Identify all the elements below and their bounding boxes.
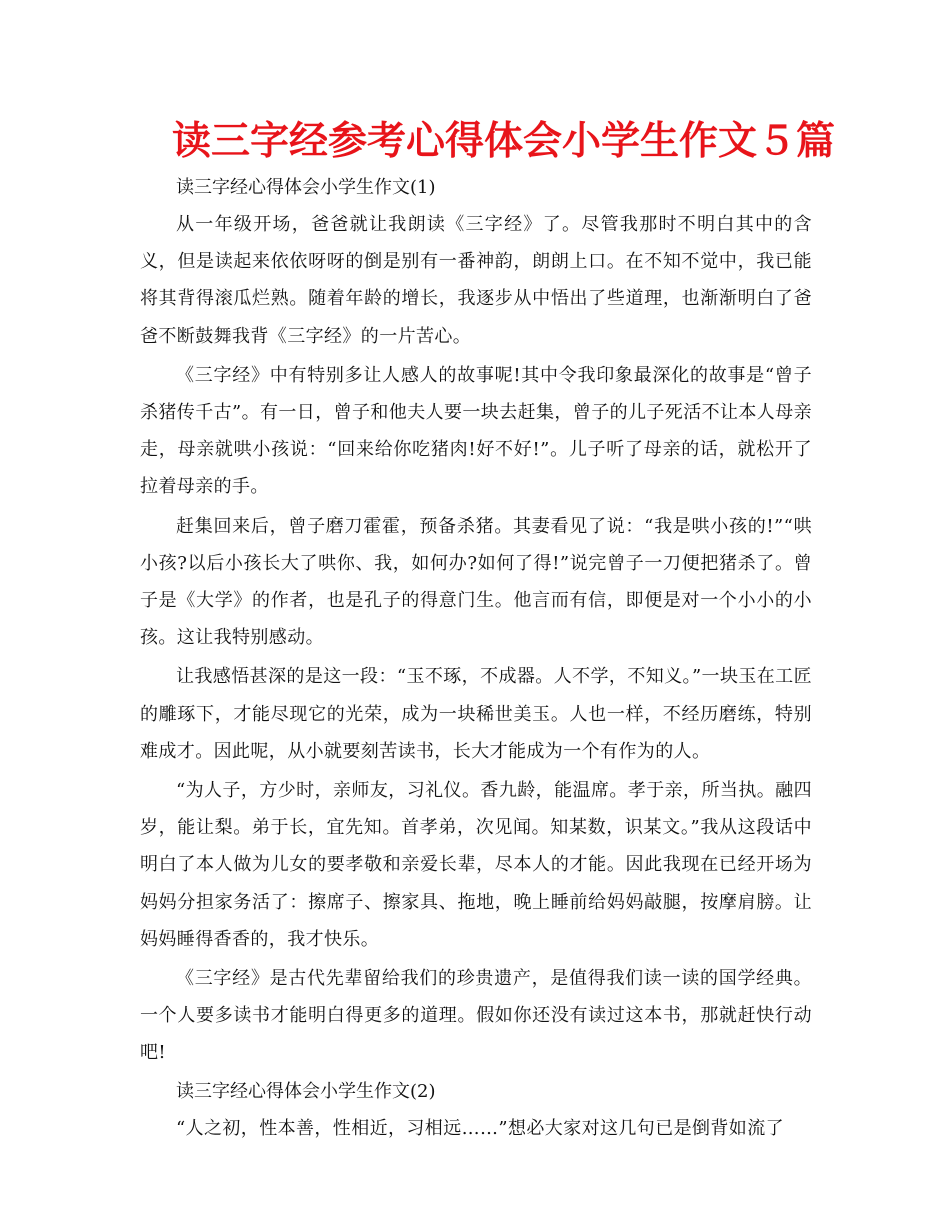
section-heading-1: 读三字经心得体会小学生作文(1) [176,177,436,198]
paragraph: 从一年级开场，爸爸就让我朗读《三字经》了。尽管我那时不明白其中的含义，但是读起来依依呀呀的倒是别有一番神韵，朗朗上口。在不知不觉中，我已能将其背得滚瓜烂熟。随着年龄的增长，我逐步从中悟出了些道理，也渐渐明白了爸爸不断鼓舞我背《三字经》的一片苦心。 [140,214,812,347]
paragraph: “人之初，性本善，性相近，习相远……”想必大家对这几句已是倒背如流了 [176,1117,785,1139]
paragraph: 让我感悟甚深的是这一段：“玉不琢，不成器。人不学，不知义。”一块玉在工匠的雕琢下，才能尽现它的光荣，成为一块稀世美玉。人也一样，不经历磨练，特别难成才。因此呢，从小就要刻苦读书，长大才能成为一个有作为的人。 [140,666,812,762]
paragraph: 赶集回来后，曾子磨刀霍霍，预备杀猪。其妻看见了说：“我是哄小孩的!”“哄小孩?以后小孩长大了哄你、我，如何办?如何了得!”说完曾子一刀便把猪杀了。曾子是《大学》的作者，也是孔子的得意门生。他言而有信，即便是对一个小小的小孩。这让我特别感动。 [140,515,812,649]
paragraph: 《三字经》中有特别多让人感人的故事呢!其中令我印象最深化的故事是“曾子杀猪传千古”。有一日，曾子和他夫人要一块去赶集，曾子的儿子死活不让本人母亲走，母亲就哄小孩说：“回来给你吃猪肉!好不好!”。儿子听了母亲的话，就松开了拉着母亲的手。 [140,364,812,498]
paragraph: 《三字经》是古代先辈留给我们的珍贵遗产，是值得我们读一读的国学经典。一个人要多读书才能明白得更多的道理。假如你还没有读过这本书，那就赶快行动吧! [140,968,812,1064]
section-heading-2: 读三字经心得体会小学生作文(2) [176,1080,436,1102]
document-title: 读三字经参考心得体会小学生作文５篇 [172,119,836,164]
document-body [140,170,812,1147]
paragraph: “为人子，方少时，亲师友，习礼仪。香九龄，能温席。孝于亲，所当执。融四岁，能让梨。弟于长，宜先知。首孝弟，次见闻。知某数，识某文。”我从这段话中明白了本人做为儿女的要孝敬和亲爱长辈，尽本人的才能。因此我现在已经开场为妈妈分担家务活了：擦席子、擦家具、拖地，晚上睡前给妈妈敲腿，按摩肩膀。让妈妈睡得香香的，我才快乐。 [140,780,812,950]
